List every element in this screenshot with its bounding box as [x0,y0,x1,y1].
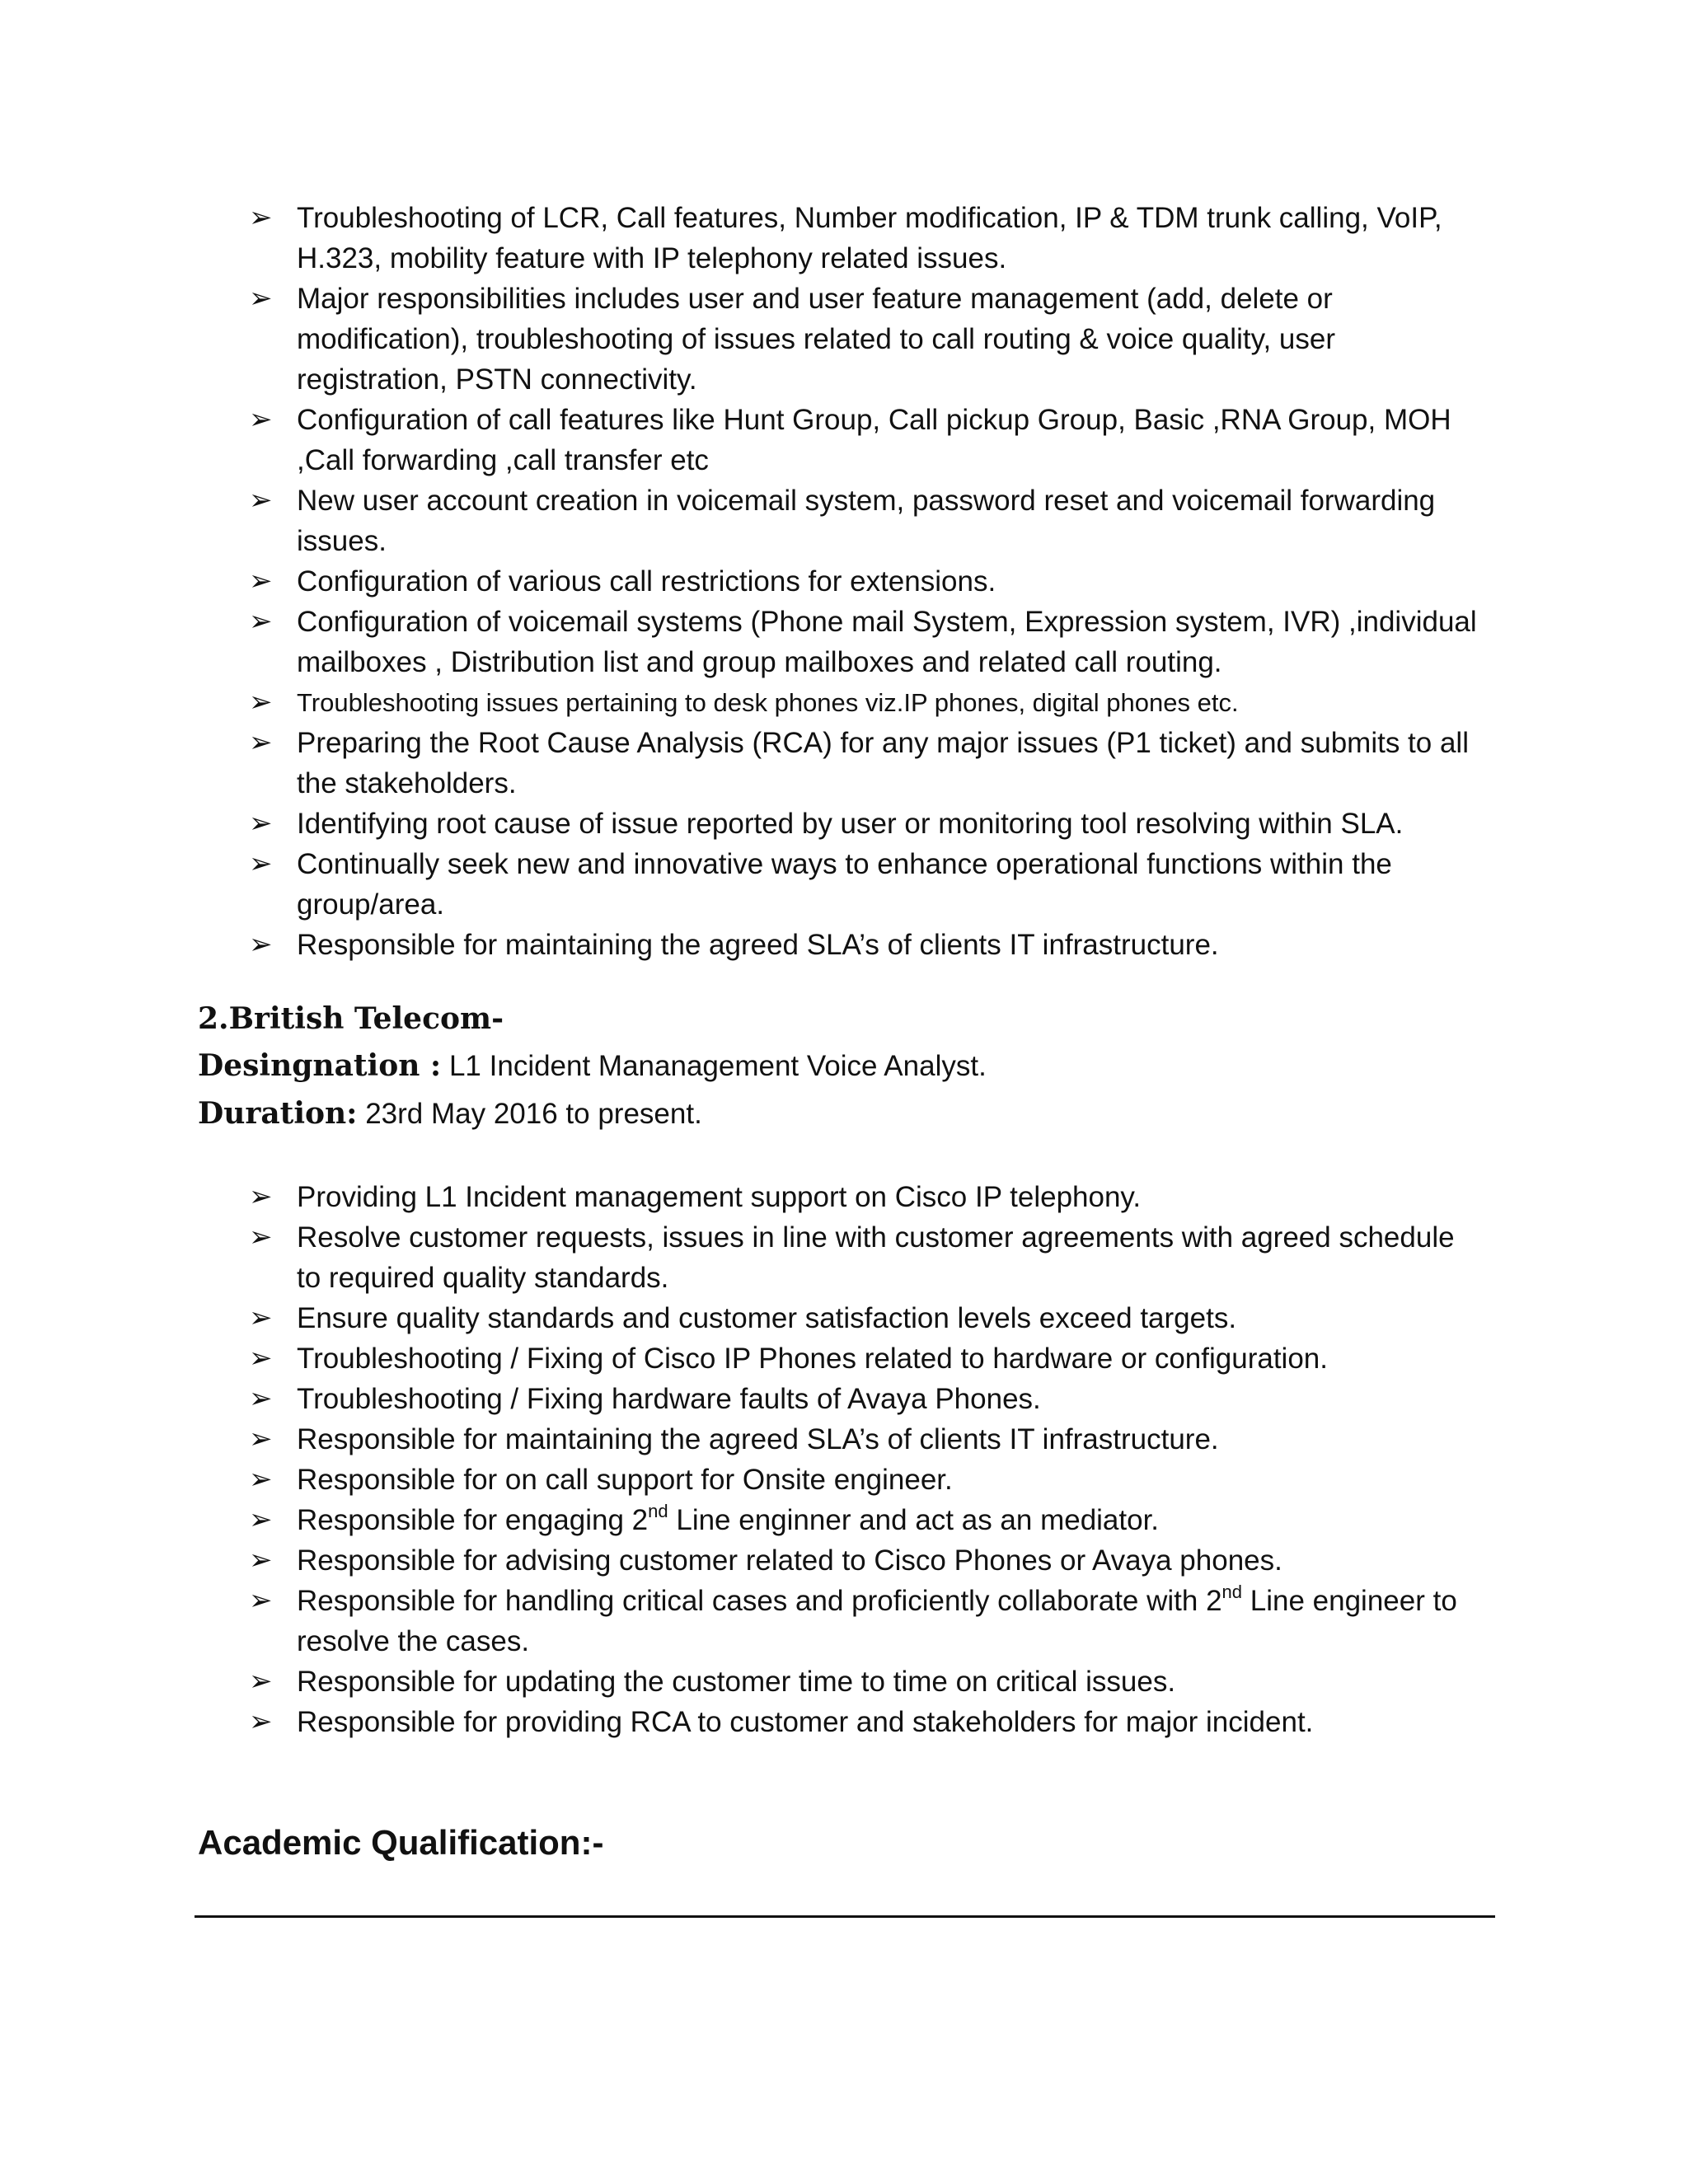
arrow-bullet-icon: ➢ [249,1503,273,1536]
list-item: ➢ Troubleshooting / Fixing of Cisco IP Phones related to hardware or configuration. [249,1338,1485,1379]
responsibilities-list-1 [249,198,1485,965]
company-heading: 2.British Telecom- [198,1001,504,1036]
list-item: ➢ Preparing the Root Cause Analysis (RCA) for any major issues (P1 ticket) and submits to all the stakeholders. [249,723,1485,804]
list-item: ➢ Responsible for handling critical cases and proficiently collaborate with 2nd Line engineer to resolve the cases. [249,1582,1457,1657]
list-item: ➢ Identifying root cause of issue reported by user or monitoring tool resolving within SLA. [249,804,1485,844]
list-item: ➢ Providing L1 Incident management support on Cisco IP telephony. [249,1177,1485,1217]
list-item: ➢ Configuration of voicemail systems (Phone mail System, Expression system, IVR) ,individual mailboxes , Distribution list and group mailboxes and related call routing. [249,602,1485,682]
arrow-bullet-icon: ➢ [249,565,273,598]
list-item: ➢ Troubleshooting issues pertaining to desk phones viz.IP phones, digital phones etc. [249,682,1485,723]
arrow-bullet-icon: ➢ [249,1665,273,1698]
arrow-bullet-icon: ➢ [249,1422,273,1455]
list-item: ➢ Troubleshooting / Fixing hardware faults of Avaya Phones. [249,1379,1485,1419]
arrow-bullet-icon: ➢ [249,201,273,234]
arrow-bullet-icon: ➢ [249,605,273,638]
list-item: ➢ Responsible for providing RCA to customer and stakeholders for major incident. [249,1702,1485,1742]
arrow-bullet-icon: ➢ [249,484,273,517]
academic-qualification-heading: Academic Qualification:- [198,1823,604,1862]
duration-label: Duration: [198,1096,358,1131]
duration-value: 23rd May 2016 to present. [365,1098,702,1130]
list-item: ➢ Resolve customer requests, issues in line with customer agreements with agreed schedule to required quality standards. [249,1217,1485,1298]
arrow-bullet-icon: ➢ [249,1705,273,1738]
designation-value: L1 Incident Mananagement Voice Analyst. [448,1050,987,1082]
arrow-bullet-icon: ➢ [249,403,273,436]
list-item: ➢ Major responsibilities includes user and user feature management (add, delete or modification), troubleshooting of issues related to call routing & voice quality, user registration, PSTN connectivity. [249,279,1485,400]
arrow-bullet-icon: ➢ [249,1463,273,1496]
arrow-bullet-icon: ➢ [249,1342,273,1375]
list-item: ➢ Configuration of various call restrictions for extensions. [249,561,1485,602]
horizontal-divider [195,1915,1495,1918]
designation-line [198,1048,987,1083]
duration-line [198,1096,702,1131]
arrow-bullet-icon: ➢ [249,1180,273,1213]
designation-label: Desingnation : [198,1048,442,1083]
list-item: ➢ New user account creation in voicemail system, password reset and voicemail forwarding issues. [249,480,1485,561]
list-item: ➢ Responsible for on call support for Onsite engineer. [249,1460,1485,1500]
responsibilities-list-2 [249,1177,1485,1742]
arrow-bullet-icon: ➢ [249,807,273,840]
list-item: ➢ Continually seek new and innovative ways to enhance operational functions within the group/area. [249,844,1485,925]
arrow-bullet-icon: ➢ [249,726,273,759]
list-item: ➢ Responsible for engaging 2nd Line enginner and act as an mediator. [249,1500,1485,1540]
list-item: ➢ Ensure quality standards and customer satisfaction levels exceed targets. [249,1298,1485,1338]
list-item: ➢ Responsible for maintaining the agreed SLA’s of clients IT infrastructure. [249,925,1485,965]
arrow-bullet-icon: ➢ [249,1382,273,1415]
list-item: ➢ Responsible for maintaining the agreed SLA’s of clients IT infrastructure. [249,1419,1485,1460]
arrow-bullet-icon: ➢ [249,928,273,961]
arrow-bullet-icon: ➢ [249,1584,273,1617]
arrow-bullet-icon: ➢ [249,1544,273,1577]
arrow-bullet-icon: ➢ [249,847,273,880]
list-item: ➢ Responsible for updating the customer time to time on critical issues. [249,1661,1485,1702]
arrow-bullet-icon: ➢ [249,686,273,719]
list-item: ➢ Troubleshooting of LCR, Call features, Number modification, IP & TDM trunk calling, VoIP, H.323, mobility feature with IP telephony related issues. [249,198,1485,279]
list-item: ➢ Configuration of call features like Hunt Group, Call pickup Group, Basic ,RNA Group, MOH ,Call forwarding ,call transfer etc [249,400,1485,480]
arrow-bullet-icon: ➢ [249,282,273,315]
arrow-bullet-icon: ➢ [249,1301,273,1334]
arrow-bullet-icon: ➢ [249,1221,273,1254]
list-item: ➢ Responsible for advising customer related to Cisco Phones or Avaya phones. [249,1540,1485,1581]
